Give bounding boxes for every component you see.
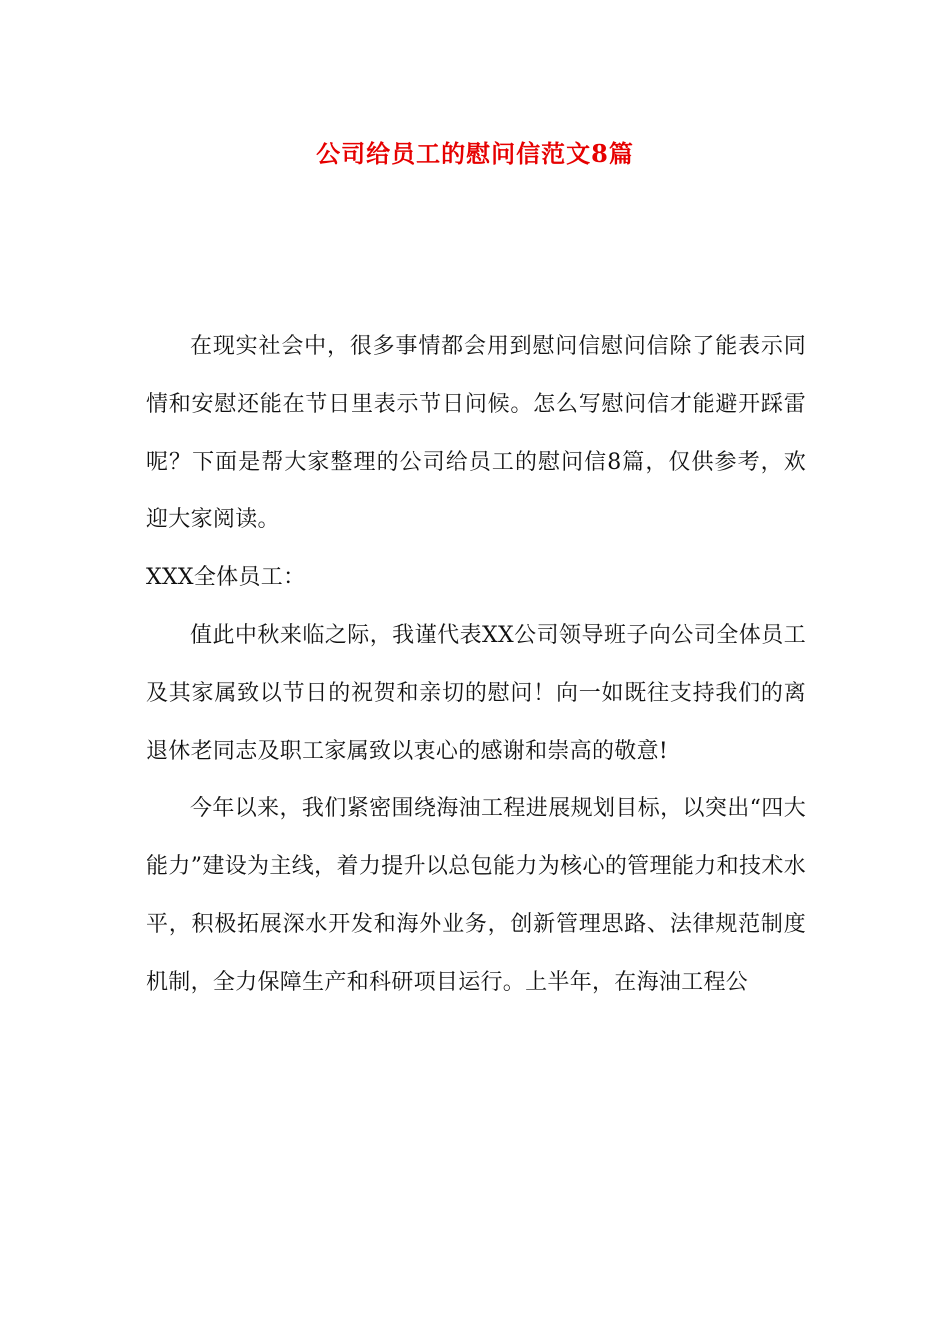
document-body bbox=[146, 318, 806, 1012]
greeting-paragraph: 值此中秋来临之际，我谨代表XX公司领导班子向公司全体员工及其家属致以节日的祝贺和亲切的慰问！向一如既往支持我们的离退休老同志及职工家属致以衷心的感谢和崇高的敬意! bbox=[146, 622, 806, 764]
body-paragraph: 今年以来，我们紧密围绕海油工程进展规划目标，以突出“四大能力”建设为主线，着力提升以总包能力为核心的管理能力和技术水平，积极拓展深水开发和海外业务，创新管理思路、法律规范制度机制，全力保障生产和科研项目运行。上半年，在海油工程公 bbox=[146, 796, 806, 995]
intro-paragraph: 在现实社会中，很多事情都会用到慰问信慰问信除了能表示同情和安慰还能在节日里表示节日问候。怎么写慰问信才能避开踩雷呢？下面是帮大家整理的公司给员工的慰问信8篇，仅供参考，欢迎大家阅读。 bbox=[146, 334, 806, 533]
document-title: 公司给员工的慰问信范文8篇 bbox=[316, 139, 634, 168]
salutation: XXX全体员工： bbox=[146, 565, 306, 591]
